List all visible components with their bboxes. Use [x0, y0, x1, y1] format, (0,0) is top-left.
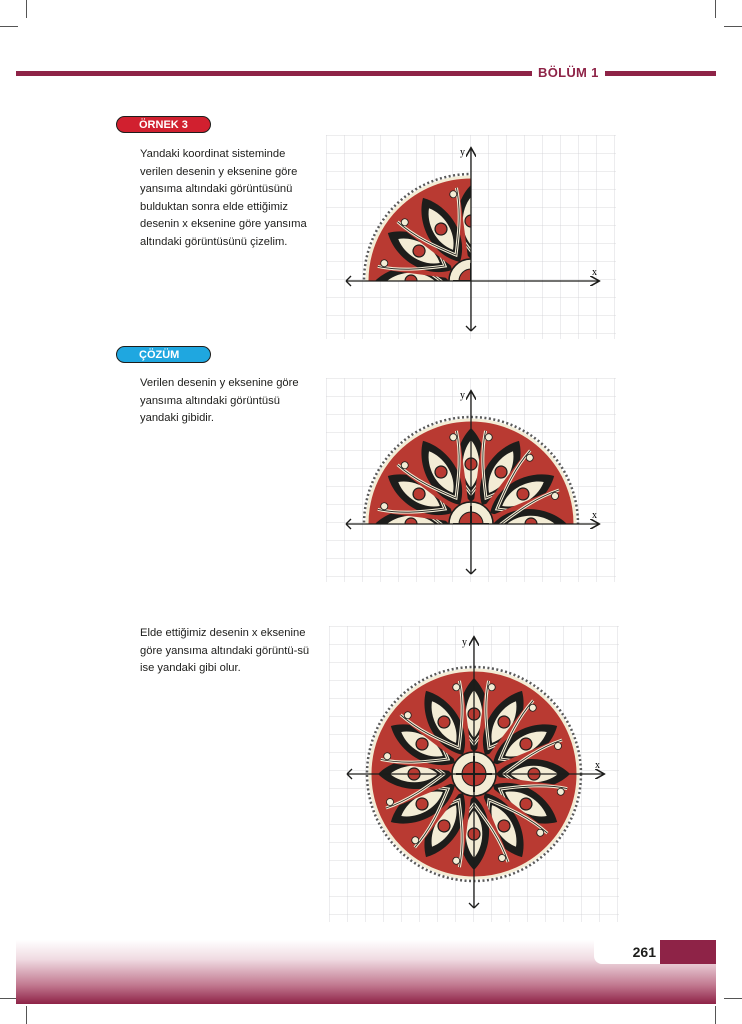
y-axis-label: y	[460, 390, 465, 401]
x-axis-label: x	[592, 510, 597, 521]
x-axis-label: x	[595, 760, 600, 771]
x-axis-label: x	[592, 267, 597, 278]
crop-mark	[724, 998, 742, 999]
y-axis-label: y	[462, 637, 467, 648]
crop-mark	[26, 1006, 27, 1024]
figure-x-reflection	[329, 626, 619, 922]
chapter-title: BÖLÜM 1	[532, 65, 605, 80]
example-label: ÖRNEK 3	[116, 116, 211, 133]
crop-mark	[724, 26, 742, 27]
solution-label: ÇÖZÜM	[116, 346, 211, 363]
header-rule	[16, 71, 716, 76]
crop-mark	[715, 1006, 716, 1024]
figure-y-reflection	[326, 378, 616, 582]
solution-text-1: Verilen desenin y eksenine göre yansıma altındaki görüntüsü yandaki gibidir.	[140, 377, 299, 425]
crop-mark	[0, 26, 18, 27]
example-text: Yandaki koordinat sisteminde verilen desenin y eksenine göre yansıma altındaki görüntüsünü bulduktan sonra elde ettiğimiz desenin x eksenine göre yansıma altındaki görüntüsünü çizelim.	[140, 148, 307, 248]
solution-text-2: Elde ettiğimiz desenin x eksenine göre yansıma altındaki görüntü-sü ise yandaki gibi olur.	[140, 627, 310, 675]
crop-mark	[715, 0, 716, 18]
page-number-tab	[660, 940, 716, 964]
y-axis-label: y	[460, 147, 465, 158]
page-number: 261	[632, 944, 656, 960]
crop-mark	[26, 0, 27, 18]
figure-original-pattern	[326, 135, 616, 339]
